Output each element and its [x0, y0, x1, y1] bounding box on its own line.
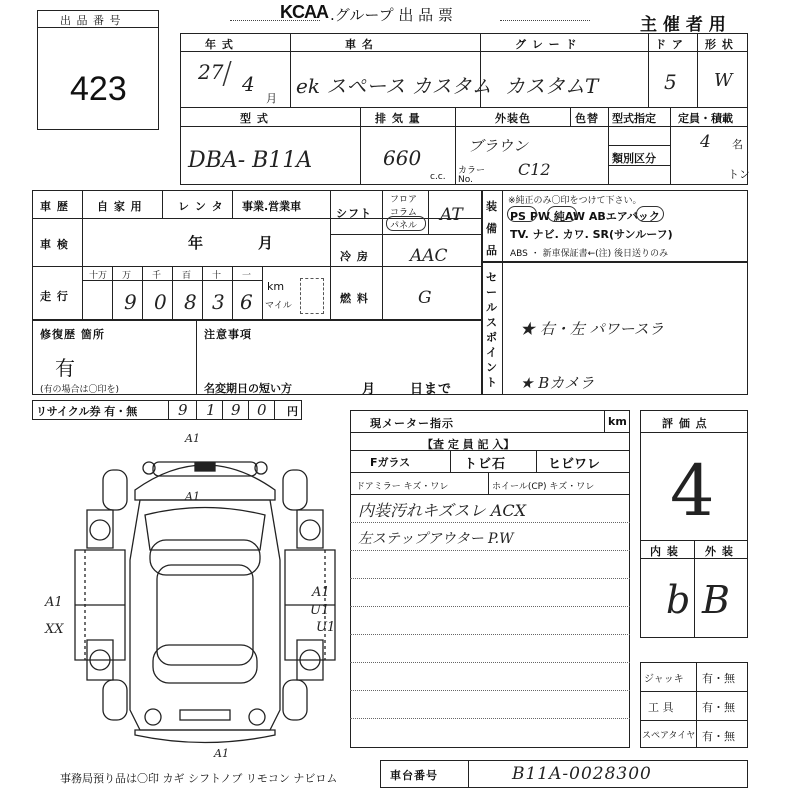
rental-label: レ ン タ — [178, 200, 224, 213]
displacement-value: 660 — [383, 146, 422, 170]
color-value: ブラウン — [468, 137, 529, 155]
mirror-label: ドアミラー キズ・ワレ — [356, 482, 449, 492]
tools-label: 工 具 — [648, 701, 674, 714]
mileage-digit: 8 — [184, 290, 197, 314]
grade-label: 評 価 点 — [662, 417, 708, 430]
mark-front: A1 — [185, 432, 200, 445]
mark-hood: A1 — [185, 490, 200, 503]
digit-label-1k: 千 — [152, 271, 162, 281]
model-label: 型 式 — [240, 112, 269, 125]
spare-yn: 有・無 — [702, 730, 735, 743]
equipment-row2: TV. ナビ. カワ. SR(サンルーフ) — [510, 228, 673, 241]
spare-label: スペアタイヤ — [642, 731, 696, 741]
digit-label-100: 百 — [182, 271, 192, 281]
insp-year-label: 年 — [188, 234, 205, 252]
shift-value: AT — [440, 205, 463, 225]
month-value: 4 — [242, 72, 255, 96]
organizer-label: 主 催 者 用 — [640, 15, 726, 35]
grade-label: グ レ ー ド — [515, 38, 578, 51]
digit-label-10k: 万 — [122, 271, 132, 281]
doors-value: 5 — [664, 70, 677, 94]
mark-right-a: A1 — [312, 585, 330, 600]
vehicle-name: ek スペース カスタム — [296, 74, 492, 98]
brand-logo: KCAA — [280, 2, 328, 22]
digit-label-100k: 十万 — [89, 271, 108, 281]
capacity-value: 4 — [700, 132, 711, 152]
lot-number: 423 — [70, 70, 127, 108]
inspection-note-1: 内装汚れキズスレ ACX — [358, 501, 526, 520]
chassis-number: B11A-0028300 — [512, 764, 652, 784]
jack-label: ジャッキ — [644, 674, 684, 685]
recycle-digit: 9 — [231, 401, 241, 419]
km-unit: km — [267, 280, 285, 293]
digit-label-10: 十 — [212, 271, 222, 281]
recycle-unit: 円 — [287, 405, 299, 418]
meter-unit: km — [608, 415, 627, 428]
recycle-digit: 9 — [178, 401, 188, 419]
color-code: C12 — [518, 160, 551, 179]
doors-label: ド ア — [655, 38, 684, 51]
chip-label: トビ石 — [464, 457, 507, 472]
color-no-label: カラー No. — [458, 166, 486, 185]
digit-label-1: 一 — [242, 271, 252, 281]
capacity-label: 定員・積載 — [678, 112, 733, 125]
car-damage-diagram — [45, 430, 345, 760]
crack-label: ヒビワレ — [548, 457, 601, 472]
meter-label: 現メーター指示 — [370, 417, 454, 430]
year-label: 年 式 — [205, 38, 234, 51]
tons-unit: トン — [728, 168, 750, 181]
name-change-month: 月 — [362, 382, 377, 397]
grade-value: カスタムT — [505, 74, 599, 98]
business-label: 事業.営業車 — [242, 200, 302, 213]
recycle-label: リサイクル券 有・無 — [36, 405, 138, 418]
exterior-label: 外 装 — [705, 545, 734, 558]
mileage-digit: 0 — [154, 290, 167, 314]
chassis-label: 車台番号 — [390, 769, 438, 782]
mark-left-a: A1 — [45, 595, 63, 610]
history-label: 車 歴 — [40, 200, 69, 213]
sales-point-label: セールスポイント — [486, 271, 498, 389]
year-value: 27 — [198, 60, 224, 84]
name-label: 車 名 — [345, 38, 374, 51]
repair-note: (有の場合は〇印を) — [40, 385, 120, 395]
equipment-row3: ABS ・ 新車保証書←(注) 後日送りのみ — [510, 249, 669, 259]
mark-left-x: XX — [45, 622, 64, 637]
name-change-day: 日まで — [410, 382, 453, 397]
type-designation-label: 型式指定 — [612, 112, 656, 125]
recycle-digit: 1 — [206, 401, 216, 419]
mark-right-u2: U1 — [316, 620, 336, 635]
ac-value: AAC — [410, 246, 448, 266]
equipment-note: ※純正のみ〇印をつけて下さい。 — [508, 196, 642, 206]
column-label: コラム — [390, 208, 417, 218]
name-change-label: 名変期日の短い方 — [204, 382, 292, 395]
displacement-label: 排 気 量 — [375, 112, 421, 125]
mark-right-u: U1 — [310, 603, 330, 618]
interior-label: 内 装 — [650, 545, 679, 558]
wheel-label: ホイール(CP) キズ・ワレ — [492, 482, 595, 492]
floor-label: フロア — [390, 195, 418, 205]
cc-unit: c.c. — [430, 172, 446, 182]
model-value: DBA- B11A — [188, 148, 313, 173]
mileage-digit: 9 — [124, 290, 137, 314]
private-label: 自 家 用 — [97, 200, 143, 213]
fuel-label: 燃 料 — [340, 292, 369, 305]
doc-title: .グループ 出 品 票 — [330, 6, 453, 24]
equipment-label: 装備品 — [486, 200, 498, 257]
tools-yn: 有・無 — [702, 701, 735, 714]
inspection-note-2: 左ステップアウター P.W — [358, 531, 514, 547]
lot-label: 出 品 番 号 — [60, 14, 122, 27]
interior-score: b — [666, 578, 691, 622]
mileage-digit: 3 — [212, 290, 225, 314]
caution-label: 注意事項 — [204, 328, 252, 341]
inspection-label: 車 検 — [40, 238, 69, 251]
panel-label: パネル — [390, 221, 418, 231]
office-items: 事務局預り品は〇印 カギ シフトノブ リモコン ナビロム — [60, 772, 338, 785]
equipment-row1: PS PW 純AW ABエアバック — [510, 210, 660, 223]
grade-score: 4 — [670, 450, 715, 532]
persons-unit: 名 — [732, 138, 743, 151]
repair-label: 修復歴 箇所 — [40, 328, 105, 341]
sales-line-2: ★ Bカメラ — [520, 374, 595, 392]
insp-month-label: 月 — [258, 234, 275, 252]
repair-value: 有 — [55, 356, 75, 380]
month-unit: 月 — [266, 92, 277, 105]
shift-label: シフト — [336, 207, 372, 220]
mile-unit: マイル — [265, 301, 292, 311]
body-label: 形 状 — [705, 38, 734, 51]
class-label: 類別区分 — [612, 152, 656, 165]
ext-color-label: 外装色 — [495, 112, 531, 125]
mileage-label: 走 行 — [40, 290, 69, 303]
inspection-header: 【査 定 員 記 入】 — [422, 438, 515, 451]
jack-yn: 有・無 — [702, 672, 735, 685]
sales-line-1: ★ 右・左 パワースラ — [520, 320, 664, 338]
fuel-value: G — [418, 288, 432, 308]
recycle-digit: 0 — [257, 401, 267, 419]
mark-rear: A1 — [214, 747, 229, 760]
mileage-digit: 6 — [240, 290, 253, 314]
color-swap-label: 色替 — [575, 112, 599, 125]
ac-label: 冷 房 — [340, 250, 369, 263]
f-glass-label: Fガラス — [370, 456, 411, 469]
body-value: W — [714, 70, 733, 91]
exterior-score: B — [702, 578, 730, 622]
